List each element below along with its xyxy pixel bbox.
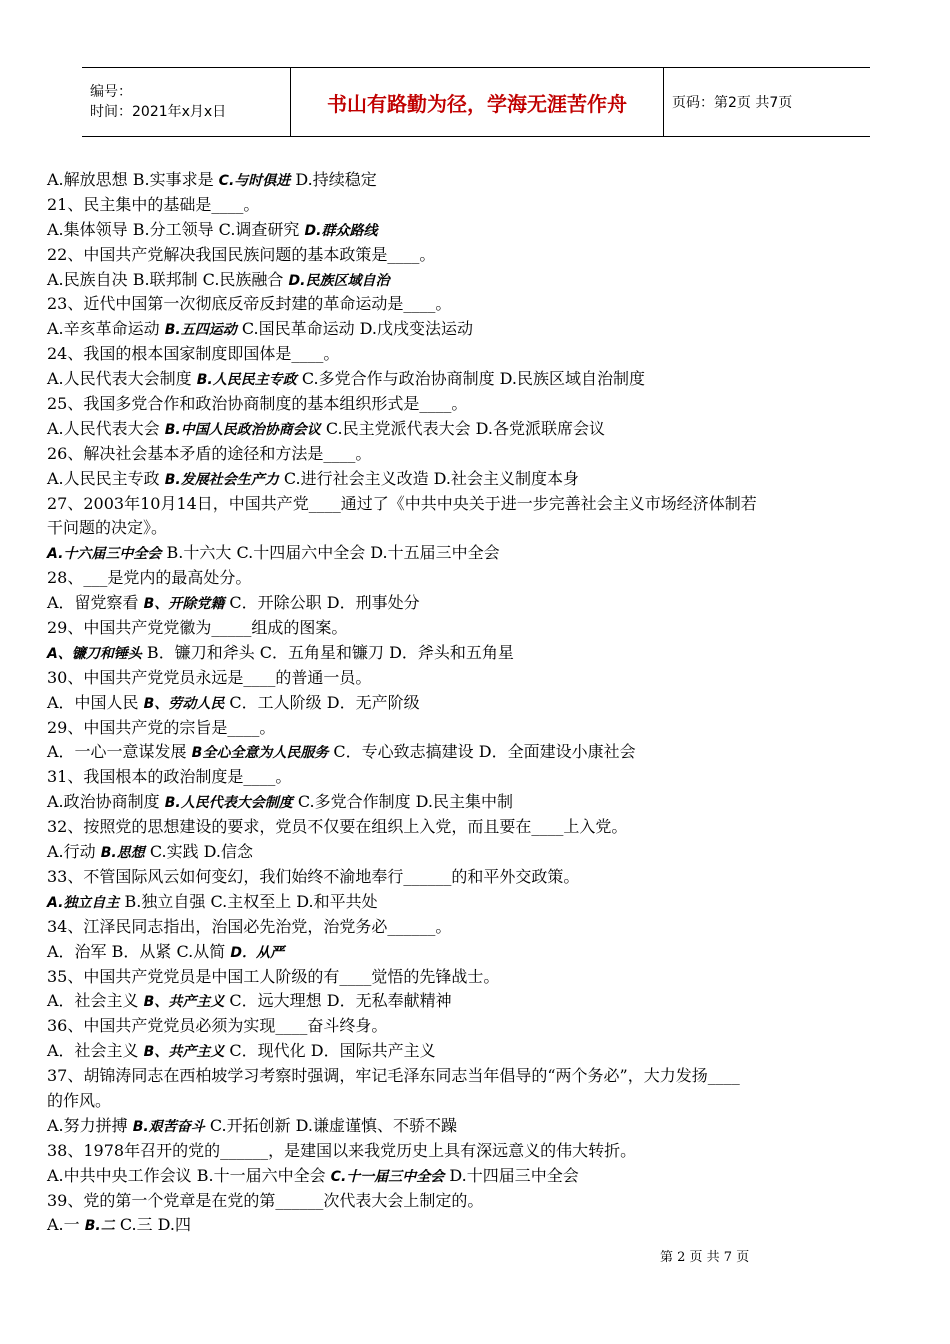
line-text: B.十六大 C.十四届六中全会 D.十五届三中全会 [161, 543, 500, 563]
answer-text: B全心全意为人民服务 [191, 745, 329, 762]
line-text: 37、胡锦涛同志在西柏坡学习考察时强调，牢记毛泽东同志当年倡导的“两个务必”，大力发扬____ [47, 1066, 740, 1086]
line-text: D.十四届三中全会 [444, 1165, 579, 1185]
line-text: C.进行社会主义改造 D.社会主义制度本身 [278, 468, 580, 488]
line-text: 24、我国的根本国家制度即国体是____。 [47, 344, 340, 364]
text-line [47, 1189, 902, 1214]
line-text: A.集体领导 B.分工领导 C.调查研究 [47, 219, 305, 239]
answer-text: B.中国人民政治协商会议 [164, 421, 321, 438]
text-line [47, 442, 902, 467]
line-text: A.中共中央工作会议 B.十一届六中全会 [47, 1165, 331, 1185]
line-text: A．社会主义 [47, 991, 144, 1011]
header-page-cell [664, 68, 792, 136]
answer-text: B.五四运动 [164, 322, 237, 339]
text-line [47, 641, 902, 666]
text-line [47, 1213, 902, 1238]
answer-text: B.发展社会生产力 [164, 471, 279, 488]
text-line [47, 566, 902, 591]
line-text: 32、按照党的思想建设的要求，党员不仅要在组织上入党，而且要在____上入党。 [47, 817, 628, 837]
text-line [47, 865, 902, 890]
line-text: A.人民民主专政 [47, 468, 165, 488]
answer-text: B.二 [84, 1218, 115, 1235]
line-text: 39、党的第一个党章是在党的第______次代表大会上制定的。 [47, 1190, 484, 1210]
answer-text: B.艰苦奋斗 [132, 1118, 205, 1135]
text-line [47, 516, 902, 541]
answer-text: B.人民民主专政 [196, 372, 297, 389]
answer-text: B、共产主义 [143, 994, 225, 1011]
line-text: 36、中国共产党党员必须为实现____奋斗终身。 [47, 1016, 388, 1036]
line-text: C．开除公职 D．刑事处分 [224, 593, 420, 613]
line-text: 22、中国共产党解决我国民族问题的基本政策是____。 [47, 244, 436, 264]
header-info [82, 68, 290, 136]
answer-text: A、镰刀和锤头 [47, 645, 142, 662]
line-text: C．现代化 D．国际共产主义 [224, 1041, 436, 1061]
answer-text: B.思想 [100, 845, 145, 862]
text-line [47, 168, 902, 193]
line-text: 38、1978年召开的党的______，是建国以来我党历史上具有深远意义的伟大转折。 [47, 1140, 637, 1160]
answer-text: D．从严 [230, 944, 284, 961]
answer-text: D.民族区域自治 [288, 272, 390, 289]
text-line [47, 1164, 902, 1189]
line-text: B.独立自强 C.主权至上 D.和平共处 [119, 891, 378, 911]
line-text: C.多党合作制度 D.民主集中制 [292, 792, 514, 812]
line-text: A．社会主义 [47, 1041, 144, 1061]
line-text: C.民主党派代表大会 D.各党派联席会议 [320, 418, 606, 438]
text-line [47, 367, 902, 392]
answer-text: B.人民代表大会制度 [164, 795, 293, 812]
text-line [47, 1139, 902, 1164]
text-line [47, 666, 902, 691]
text-line [47, 492, 902, 517]
line-text: A.行动 [47, 842, 101, 862]
line-text: C.开拓创新 D.谦虚谨慎、不骄不躁 [204, 1115, 458, 1135]
text-line [47, 467, 902, 492]
text-line [47, 691, 902, 716]
line-text: 29、中国共产党党徽为_____组成的图案。 [47, 618, 348, 638]
header-time: 时间：2021年x月x日 [90, 104, 227, 120]
answer-text: A.独立自主 [47, 894, 120, 911]
line-text: D.持续稳定 [290, 170, 377, 189]
text-line [47, 790, 902, 815]
line-text: A．留党察看 [47, 593, 144, 613]
text-line [47, 243, 902, 268]
line-text: C.三 D.四 [114, 1215, 192, 1235]
line-text: 27、2003年10月14日，中国共产党____通过了《中共中央关于进一步完善社会主义市场经济体制若 [47, 493, 757, 513]
text-line [47, 740, 902, 765]
line-text: 29、中国共产党的宗旨是____。 [47, 717, 276, 737]
line-text: 33、不管国际风云如何变幻，我们始终不渝地奉行______的和平外交政策。 [47, 866, 580, 886]
text-line [47, 1014, 902, 1039]
answer-text: B、开除党籍 [143, 596, 225, 613]
text-line [47, 1064, 902, 1089]
text-line [47, 965, 902, 990]
text-line [47, 765, 902, 790]
line-text: A.努力拼搏 [47, 1115, 133, 1135]
line-text: A．治军 B．从紧 C.从简 [47, 941, 231, 961]
text-line [47, 268, 902, 293]
text-line [47, 193, 902, 218]
text-line [47, 392, 902, 417]
text-line [47, 292, 902, 317]
text-line [47, 815, 902, 840]
line-text: 干问题的决定》。 [47, 518, 168, 538]
text-line [47, 940, 902, 965]
line-text: 34、江泽民同志指出，治国必先治党，治党务必______。 [47, 916, 452, 936]
line-text: A.人民代表大会 [47, 418, 165, 438]
answer-text: B、劳动人民 [143, 695, 225, 712]
page-footer: 第 2 页 共 7 页 [660, 1250, 750, 1265]
line-text: 的作风。 [47, 1090, 112, 1110]
text-line [47, 890, 902, 915]
answer-text: D.群众路线 [304, 222, 378, 239]
text-line [47, 317, 902, 342]
line-text: 31、我国根本的政治制度是____。 [47, 767, 292, 787]
text-line [47, 342, 902, 367]
text-line [47, 1089, 902, 1114]
line-text: C．专心致志搞建设 D．全面建设小康社会 [328, 742, 636, 762]
answer-text: C.十一届三中全会 [330, 1168, 445, 1185]
line-text: C.国民革命运动 D.戊戌变法运动 [236, 319, 474, 339]
text-line [47, 1039, 902, 1064]
answer-text: C.与时俱进 [218, 173, 291, 189]
text-line [47, 1114, 902, 1139]
line-text: 30、中国共产党党员永远是____的普通一员。 [47, 667, 372, 687]
text-line [47, 840, 902, 865]
text-line [47, 989, 902, 1014]
text-line [47, 218, 902, 243]
text-line [47, 716, 902, 741]
line-text: A.解放思想 B.实事求是 [47, 170, 219, 189]
line-text: 26、解决社会基本矛盾的途径和方法是____。 [47, 443, 372, 463]
line-text: 21、民主集中的基础是____。 [47, 194, 260, 214]
line-text: A．中国人民 [47, 692, 144, 712]
line-text: A.辛亥革命运动 [47, 319, 165, 339]
text-line [47, 616, 902, 641]
line-text: 35、中国共产党党员是中国工人阶级的有____觉悟的先锋战士。 [47, 966, 500, 986]
header-number: 编号： [90, 84, 132, 100]
page-header [82, 67, 870, 137]
header-motto: 书山有路勤为径，学海无涯苦作舟 [327, 91, 627, 116]
line-text: C.多党合作与政治协商制度 D.民族区域自治制度 [296, 369, 646, 389]
line-text: C．远大理想 D．无私奉献精神 [224, 991, 452, 1011]
line-text: B．镰刀和斧头 C．五角星和镰刀 D．斧头和五角星 [141, 642, 514, 662]
header-page-number: 页码：第2页 共7页 [672, 95, 793, 111]
question-list [47, 168, 902, 1238]
text-line [47, 591, 902, 616]
answer-text: A.十六届三中全会 [47, 546, 162, 563]
text-line [47, 541, 902, 566]
header-motto-cell [290, 68, 664, 136]
line-text: A.政治协商制度 [47, 792, 165, 812]
line-text: 28、___是党内的最高处分。 [47, 568, 252, 588]
line-text: C．工人阶级 D．无产阶级 [224, 692, 420, 712]
line-text: A.一 [47, 1215, 85, 1235]
text-line [47, 915, 902, 940]
text-line [47, 417, 902, 442]
line-text: A.民族自决 B.联邦制 C.民族融合 [47, 269, 289, 289]
line-text: A．一心一意谋发展 [47, 742, 192, 762]
line-text: 23、近代中国第一次彻底反帝反封建的革命运动是____。 [47, 294, 452, 314]
line-text: 25、我国多党合作和政治协商制度的基本组织形式是____。 [47, 394, 468, 414]
line-text: C.实践 D.信念 [144, 842, 254, 862]
answer-text: B、共产主义 [143, 1044, 225, 1061]
line-text: A.人民代表大会制度 [47, 369, 197, 389]
